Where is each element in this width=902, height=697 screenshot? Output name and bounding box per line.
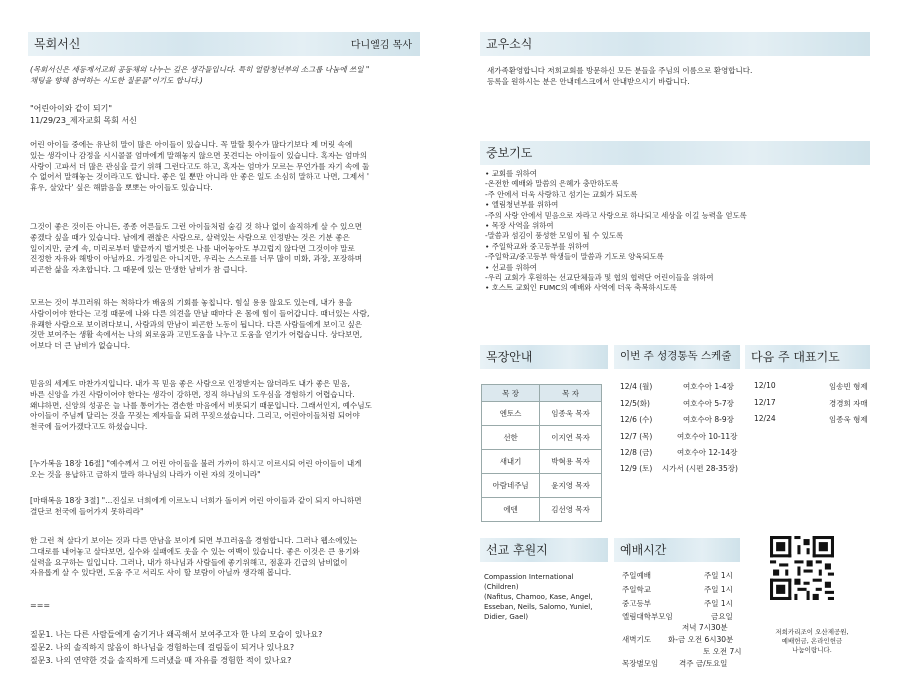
pastor-name: 다니엘김 목사 (350, 40, 412, 51)
schedule-date: 12/4 (월) (620, 382, 653, 391)
bible-reading-title: 이번 주 성경통독 스케줄 (620, 350, 732, 362)
bible-verse: [누가복음 18장 16절] "예수께서 그 어린 아이들을 불러 가까이 하시고 이르시되 어린 아이들이 내게 오는 것을 용납하고 금하지 말라 하나님의 나라가 이런 자의 것이니라" (30, 459, 362, 479)
schedule-reading: 시가서 (시편 28-35장) (662, 464, 738, 473)
qr-code-icon (770, 536, 834, 600)
pastoral-letter-title: 목회서신 (34, 37, 81, 51)
table-cell: 윤지영 목자 (540, 474, 602, 498)
church-news-header (480, 32, 870, 56)
worship-name: 엘림대학부모임 (622, 612, 673, 621)
table-cell: 엔토스 (482, 402, 540, 426)
prayer-rep-date: 12/10 (754, 381, 776, 390)
intercession-title: 중보기도 (486, 146, 533, 160)
worship-time: 주일 1시 (704, 571, 733, 580)
table-cell: 박혁용 목자 (540, 450, 602, 474)
schedule-reading: 여호수아 8-9장 (683, 415, 734, 424)
prayer-rep-header (745, 345, 870, 369)
table-cell: 이지연 목자 (540, 426, 602, 450)
mokjang-title: 목장안내 (486, 350, 533, 364)
schedule-reading: 여호수아 1-4장 (683, 382, 734, 391)
discussion-question: 질문1. 나는 다른 사람들에게 숨기거나 왜곡해서 보여주고자 한 나의 모습이 있나요? (30, 630, 323, 639)
church-news-text: 새가족환영합니다 저희교회를 방문하신 모든 분들을 주님의 이름으로 환영합니다. 등록을 원하시는 분은 안내데스크에서 안내받으시기 바랍니다. (487, 66, 753, 86)
table-cell: 새내기 (482, 450, 540, 474)
letter-intro: (목회서신은 세등제서교회 공동체의 나누는 깊은 생각들입니다. 특히 얼람청년부의 소그룹 나눔에 쓰일 " 채팅을 향해 참여하는 시도한 질문들"이기도 합니다.) (30, 65, 370, 85)
prayer-rep-name: 임송빈 형제 (829, 382, 868, 391)
table-cell: 김선영 목자 (540, 498, 602, 522)
prayer-rep-name: 임종욱 형제 (829, 415, 868, 424)
schedule-date: 12/7 (목) (620, 432, 653, 441)
worship-time: 토 오전 7시 (703, 647, 742, 656)
qr-caption: 저희카리조이 오산제공원, 예배헌금, 온라인헌금 나눔이랍니다. (775, 628, 849, 654)
intercession-header (480, 141, 870, 165)
letter-paragraph: 어린 아이들 중에는 유난히 말이 많은 아이들이 있습니다. 꼭 말할 횟수가 많다기보다 제 머릿 속에 있는 생각이나 감정을 시시콜콜 엄마에게 말해놓지 않으면 못견디는 아이들이 있습니다. 혹자는 엄마의 사랑이 고파서 더 많은 관심을 끌기 위해 그런다고도 하고, 혹자는 엄마가 모르는 무언가를 자기 속에 둘 수 없어서 말해놓는 것이라고도 합니다. 좋은 일 뿐만 아니라 안 좋은 일도 소심히 말하고 나면, 그제서 ' 휴우, 살았다' 싶은 해맑음을 뽀뽀는 아이들도 있습니다. (30, 140, 370, 193)
schedule-date: 12/9 (토) (620, 464, 653, 473)
mission-list: Compassion International (Children) (Nafitus, Chamoo, Kase, Angel, Esseban, Neils, Salomo, Yuniel, Didier, Gael) (484, 573, 593, 621)
discussion-question: 질문3. 나의 연약한 것을 솔직하게 드러냈을 때 자유를 경험한 적이 있나요? (30, 656, 292, 665)
worship-time: 주일 1시 (704, 599, 733, 608)
worship-time: 저녁 7시30분 (682, 623, 728, 632)
letter-paragraph: 믿음의 세계도 마찬가지입니다. 내가 꼭 믿음 좋은 사람으로 인정받지는 않더라도 내가 좋은 믿음, 바른 신앙을 가진 사람이어야 한다는 생각이 강하면, 정직 하나님의 도우심을 경험하기 어렵습니다. 왜냐하면, 신앙의 성공은 늘 나를 통어가는 겸손한 마음에서 비롯되기 때문입니다. 그래서인지, 예수님도 아이들이 주님께 달리는 것을 꾸짖는 제자들을 되려 꾸짖으셨습니다. 그리고, 어린아이들처럼 되어야 천국에 들어가겠다고도 하셨습니다. (30, 379, 372, 432)
schedule-reading: 여호수아 12-14장 (677, 448, 738, 457)
letter-paragraph: 그것이 좋은 것이든 아니든, 종종 어른들도 그런 아이들처럼 숨김 것 하나 없이 솔직하게 살 수 있으면 좋겠다 싶을 때가 있습니다. 남에게 괜찮은 사람으로, 살력있는 사람으로 인정받는 것은 기분 좋은 일이지만, 굳게 속, 미리로부터 발끝까지 벌거벗은 나를 내어놓아도 부끄럽지 않다면 그것이야 말로 진정한 자유와 해방이 아닐까요. 가정일은 아니지만, 우리는 스스로를 너무 많이 미화, 과장, 포장하며 피곤한 삶을 자초합니다. 그 때문에 있는 만생한 남비가 참 큽니다. (30, 222, 363, 275)
pastoral-letter-header (28, 32, 420, 56)
worship-time: 화-금 오전 6시30분 (668, 635, 734, 644)
mission-title: 선교 후원지 (486, 543, 548, 557)
schedule-reading: 여호수아 5-7장 (683, 399, 734, 408)
table-cell: 에덴 (482, 498, 540, 522)
worship-name: 중고등부 (622, 599, 651, 608)
table-cell: 아람네주님 (482, 474, 540, 498)
worship-time: 격주 금/토요일 (679, 659, 728, 668)
schedule-date: 12/6 (수) (620, 415, 653, 424)
separator: === (30, 601, 51, 610)
worship-time: 금요일 (711, 612, 733, 621)
table-cell: 임종욱 목자 (540, 402, 602, 426)
prayer-rep-name: 경경희 자매 (829, 399, 868, 408)
intercession-list: • 교회를 위하여 -온전한 예배와 말씀의 은혜가 충만하도록 -주 안에서 더욱 사랑하고 섬기는 교회가 되도록 • 엘림청년부를 위하여 -주의 사랑 안에서 믿음으로 자라고 사랑으로 하나되고 세상을 이길 능력을 얻도록 • 목장 사역을 위하여 -말씀과 섬김이 풍성한 모임이 될 수 있도록 • 주일학교와 중고등부를 위하여 -주일학교/중고등부 학생들이 말씀과 기도로 양육되도록 • 선교를 위하여 -우리 교회가 후원하는 선교단체들과 및 협의 협력단 어린이들을 위하여 • 호스트 교회인 FUMC의 예배와 사역에 더욱 축복하시도록 (485, 169, 747, 293)
qr-code[interactable] (770, 536, 834, 624)
prayer-rep-title: 다음 주 대표기도 (751, 350, 840, 364)
schedule-date: 12/8 (금) (620, 448, 653, 457)
worship-name: 목장별모임 (622, 659, 659, 668)
mokjang-table (481, 384, 602, 522)
bible-verse: [마태복음 18장 3절] "...진실로 너희에게 이르노니 너희가 돌이켜 어린 아이들과 같이 되지 아니하면 결단코 천국에 들어가지 못하리라" (30, 496, 362, 516)
church-news-title: 교우소식 (486, 37, 533, 51)
prayer-rep-date: 12/17 (754, 398, 776, 407)
discussion-question: 질문2. 나의 솔직하지 않음이 하나님을 경험하는데 걸림돌이 되거나 있나요? (30, 643, 295, 652)
worship-header (614, 538, 740, 562)
mokjang-header (480, 345, 608, 369)
worship-time: 주일 1시 (704, 585, 733, 594)
schedule-date: 12/5(화) (620, 399, 650, 408)
bible-reading-header (614, 345, 740, 369)
worship-name: 주일학교 (622, 585, 651, 594)
worship-title: 예배시간 (620, 543, 667, 557)
letter-paragraph: 모르는 것이 부끄러워 하는 척하다가 배움의 기회를 놓칩니다. 힘실 용용 않요도 있는데, 내가 용을 사람이어야 한다는 고정 때문에 나와 다른 의견을 만날 때마다 온 몸에 힘이 들어갑니다. 때너있는 사람, 유쾌한 사람으로 보이려다보니, 사람과의 만남이 피곤한 노동이 됩니다. 다른 사람들에게 보이고 싶은 것만 보여주는 생활 속에서는 나의 외로움과 고민도움을 나누고 도움을 얻기가 어렵습니다. 상다보면, 어보다 더 큰 남비가 없습니다. (30, 298, 370, 351)
schedule-reading: 여호수아 10-11장 (677, 432, 738, 441)
letter-date: 11/29/23_제자교회 목회 서신 (30, 116, 137, 125)
prayer-rep-date: 12/24 (754, 414, 776, 423)
table-header: 목 자 (540, 385, 602, 402)
letter-paragraph: 한 그런 척 살다기 보이는 것과 다른 만남을 보이게 되면 부끄러움을 경험합니다. 그러나 웹소에있는 그대로를 내어놓고 살다보면, 실수와 실패에도 웃을 수 있는 여백이 있습니다. 좋은 이것은 큰 용기와 실력을 요구하는 일입니다. 그러나, 내가 하나님과 사람들에 좋기위해고, 점훈과 긴급의 남비없이 자유롭게 살 수 있다면, 도움 주고 서리도 사이 할 보람이 아닐까 생각해 봅니다. (30, 536, 360, 578)
worship-name: 주일예배 (622, 571, 651, 580)
letter-title: "어린아이와 같이 되기" (30, 104, 112, 113)
table-cell: 선한 (482, 426, 540, 450)
worship-name: 새벽기도 (622, 635, 651, 644)
table-header: 목 장 (482, 385, 540, 402)
mission-header (480, 538, 608, 562)
